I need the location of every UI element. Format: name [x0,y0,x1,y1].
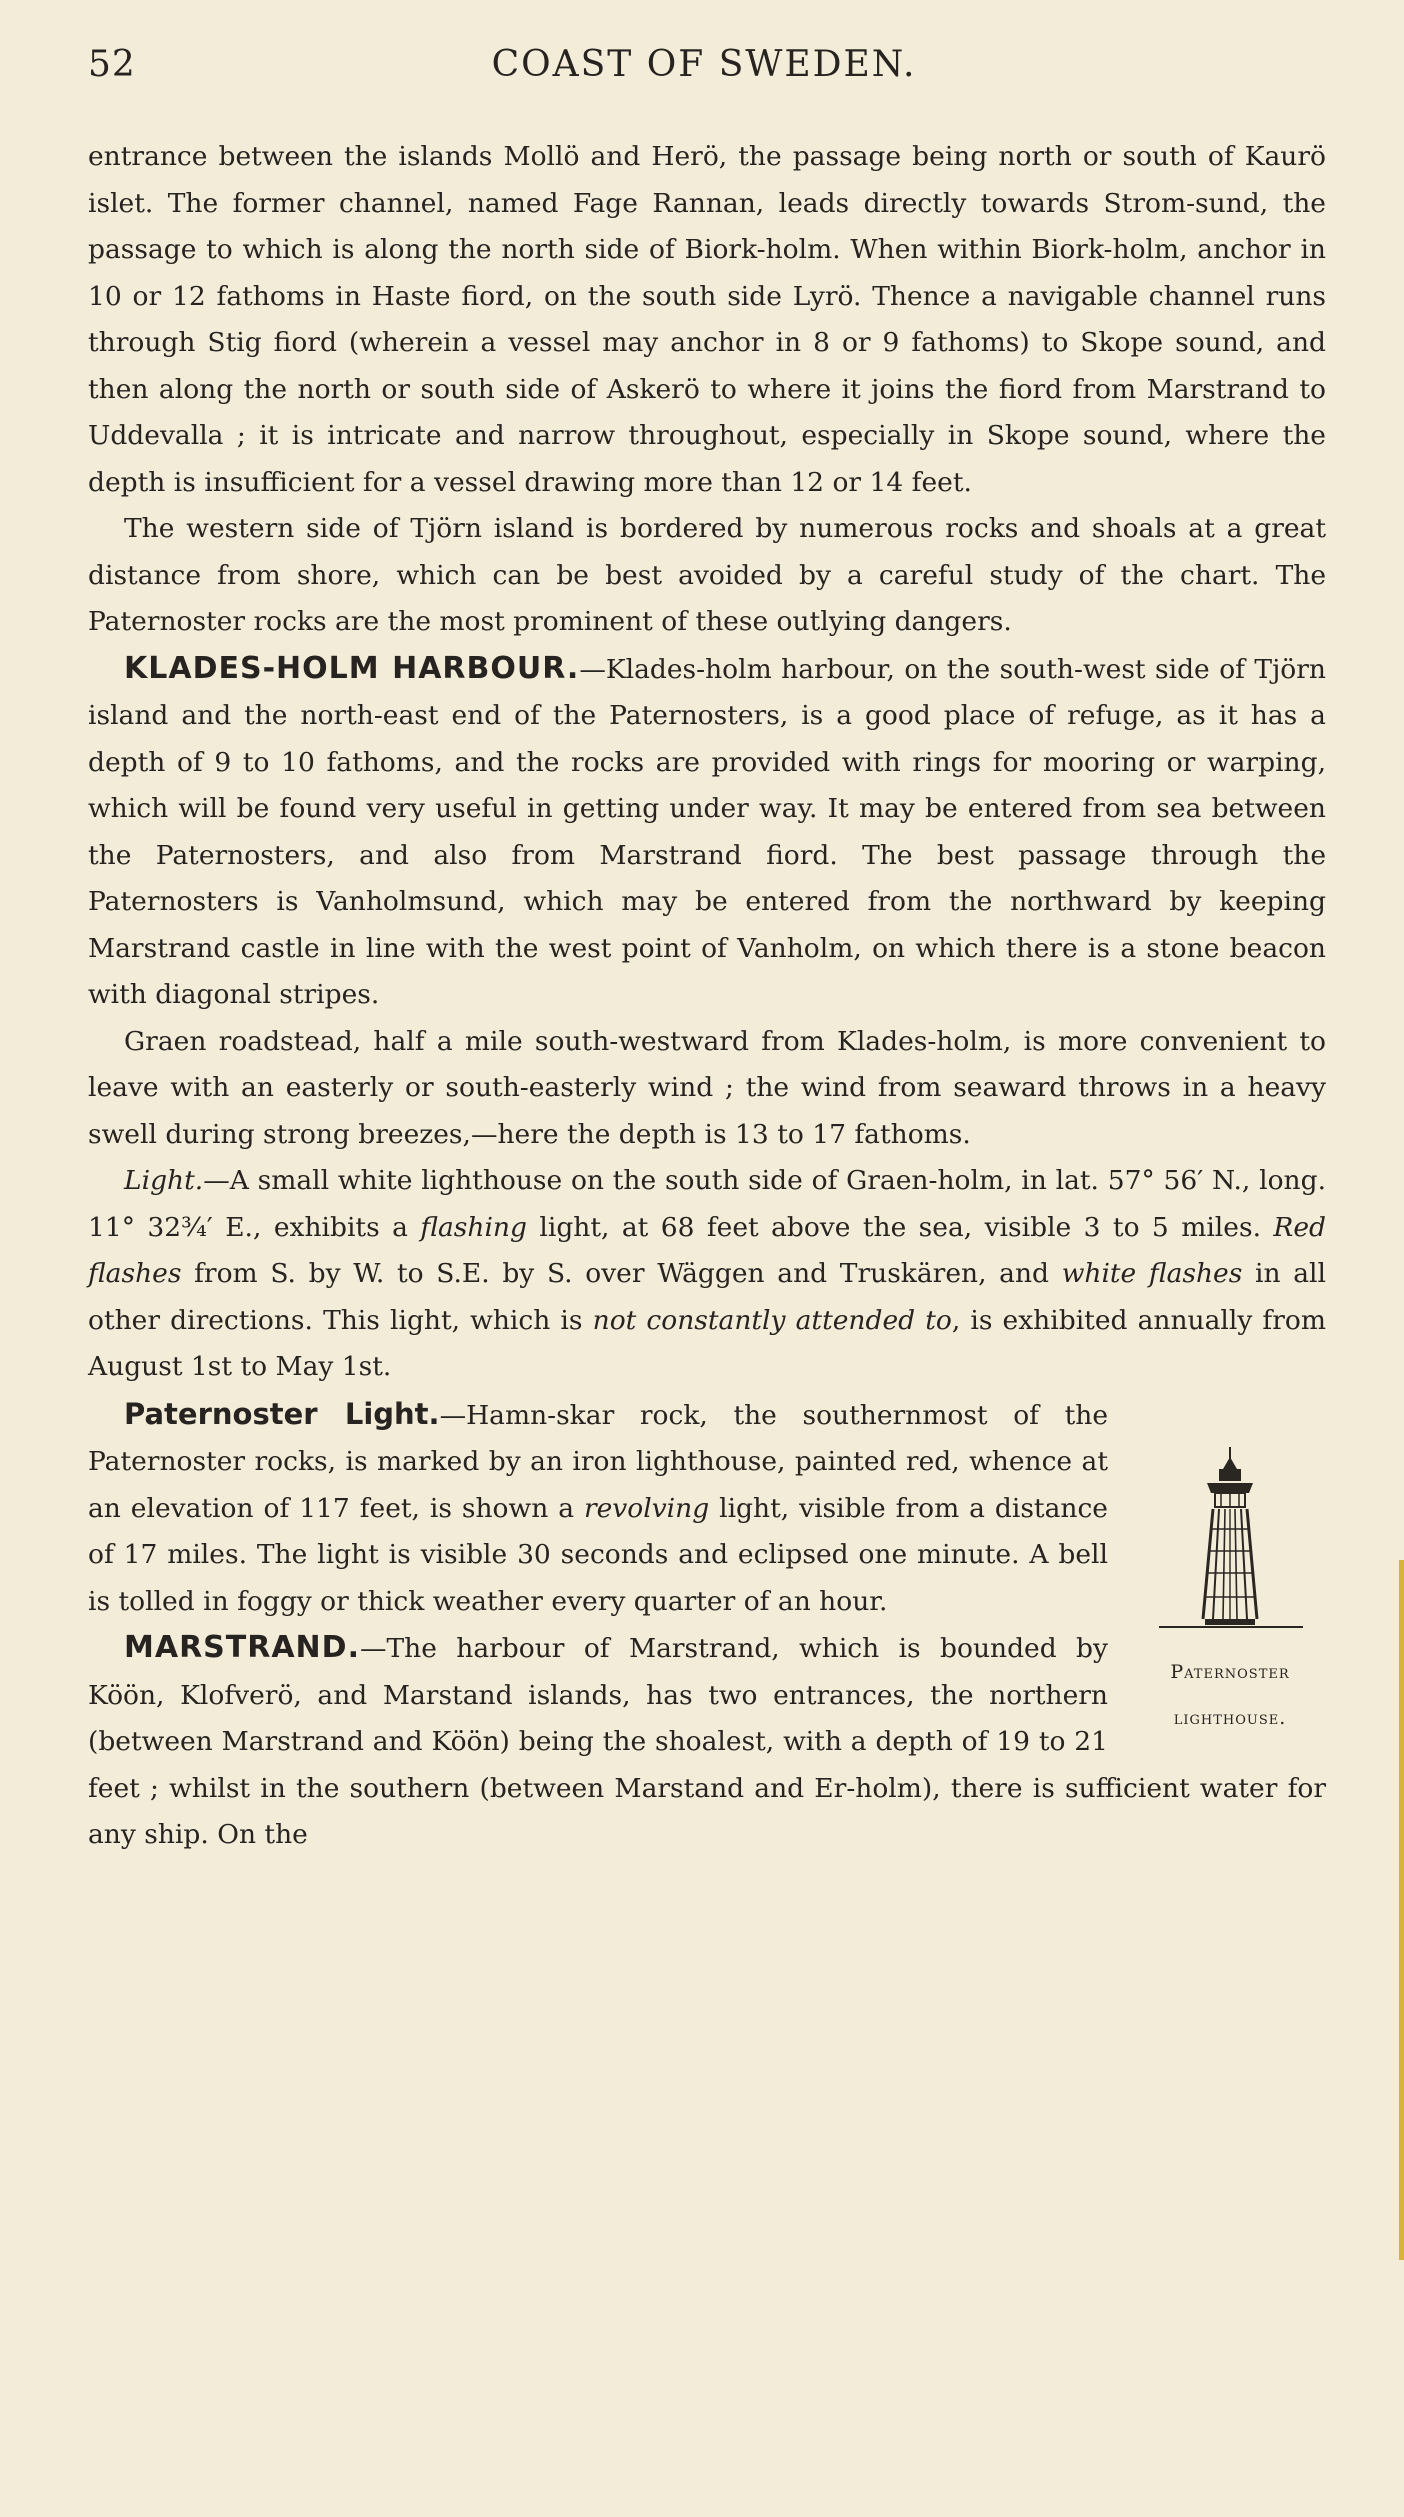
running-head [88,44,1320,94]
page-edge-mark [1399,1560,1404,2260]
figure-caption [1170,1661,1289,1730]
figure-caption-line-2: lighthouse. [1173,1707,1287,1729]
klades-holm-text: —Klades-holm harbour, on the south-west side of Tjörn island and the north-east end of the Paternosters, is a good place of refuge, as it has a depth of 9 to 10 fathoms, and the rocks are provided with rings for mooring or warping, which will be found very useful in getting under way. It may be entered from sea between the Paternosters, and also from Marstrand fiord. The best passage through the Paternosters is Vanholmsund, which may be entered from the northward by keeping Marstrand castle in line with the west point of Vanholm, on which there is a stone beacon with diagonal stripes. [88,653,1326,1010]
paragraph-entrance: entrance between the islands Mollö and Herö, the passage being north or south of Kaurö islet. The former channel, named Fage Rannan, leads directly towards Strom-sund, the passage to which is along the north side of Biork-holm. When within Biork-holm, anchor in 10 or 12 fathoms in Haste fiord, on the south side Lyrö. Thence a navigable channel runs through Stig fiord (wherein a vessel may anchor in 8 or 9 fathoms) to Skope sound, and then along the north or south side of Askerö to where it joins the fiord from Marstrand to Uddevalla ; it is intricate and narrow throughout, especially in Skope sound, where the depth is insufficient for a vessel drawing more than 12 or 14 feet. [88,141,1326,498]
light-text-3: from S. by W. to S.E. by S. over Wäggen and Truskären, and [181,1258,1062,1289]
light-italic-3: white flashes [1061,1258,1243,1289]
lighthouse-icon [1145,1447,1315,1647]
page-number: 52 [88,44,136,85]
paternoster-figure [1130,1447,1330,1740]
figure-caption-line-1: Paternoster [1170,1660,1290,1683]
paternoster-text-2: light, visible from a distance of 17 miles. The light is visible 30 seconds and eclipsed one minute. A bell is tolled in foggy or thick weather every quarter of an hour. [88,1492,1108,1617]
light-italic-2: Red flashes [88,1211,1327,1289]
paternoster-italic: revolving [583,1492,710,1524]
running-title: COAST OF SWEDEN. [491,44,917,85]
paragraph-graen: Graen roadstead, half a mile south-westward from Klades-holm, is more convenient to leave with an easterly or south-easterly wind ; the wind from seaward throws in a heavy swell during strong breezes,—here the depth is 13 to 17 fathoms. [88,1025,1326,1150]
body-text [88,134,1326,1859]
light-text-2: light, at 68 feet above the sea, visible 3 to 5 miles. [526,1211,1274,1243]
light-text-5: , is exhibited annually from August 1st to May 1st. [88,1304,1326,1382]
light-text-1: —A small white lighthouse on the south side of Graen-holm, in lat. 57° 56′ N., long. 11° 32¾′ E., exhibits a [88,1165,1326,1243]
klades-holm-heading: KLADES-HOLM HARBOUR. [124,650,580,686]
marstrand-heading: MARSTRAND. [124,1630,360,1665]
paragraph-klades-holm [88,646,1326,1019]
paternoster-text-1: —Hamn-skar rock, the southernmost of the Paternoster rocks, is marked by an iron lighthouse, painted red, whence at an elevation of 117 feet, is shown a [88,1399,1108,1524]
light-heading: Light. [124,1165,204,1196]
light-text-4: in all other directions. This light, which is [88,1258,1327,1336]
marstrand-text: —The harbour of Marstrand, which is bounded by Köön, Klofverö, and Marstand islands, has two entrances, the northern (between Marstrand and Köön) being the shoalest, with a depth of 19 to 21 feet ; whilst in the southern (between Marstand and Er-holm), there is sufficient water for any ship. On the [88,1633,1326,1850]
paragraph-tjorn: The western side of Tjörn island is bordered by numerous rocks and shoals at a great distance from shore, which can be best avoided by a careful study of the chart. The Paternoster rocks are the most prominent of these outlying dangers. [88,513,1326,637]
light-italic-4: not constantly attended to [592,1304,952,1336]
paternoster-heading: Paternoster Light. [124,1396,440,1431]
paragraph-light [88,1158,1326,1391]
light-italic-1: flashing [420,1211,527,1243]
